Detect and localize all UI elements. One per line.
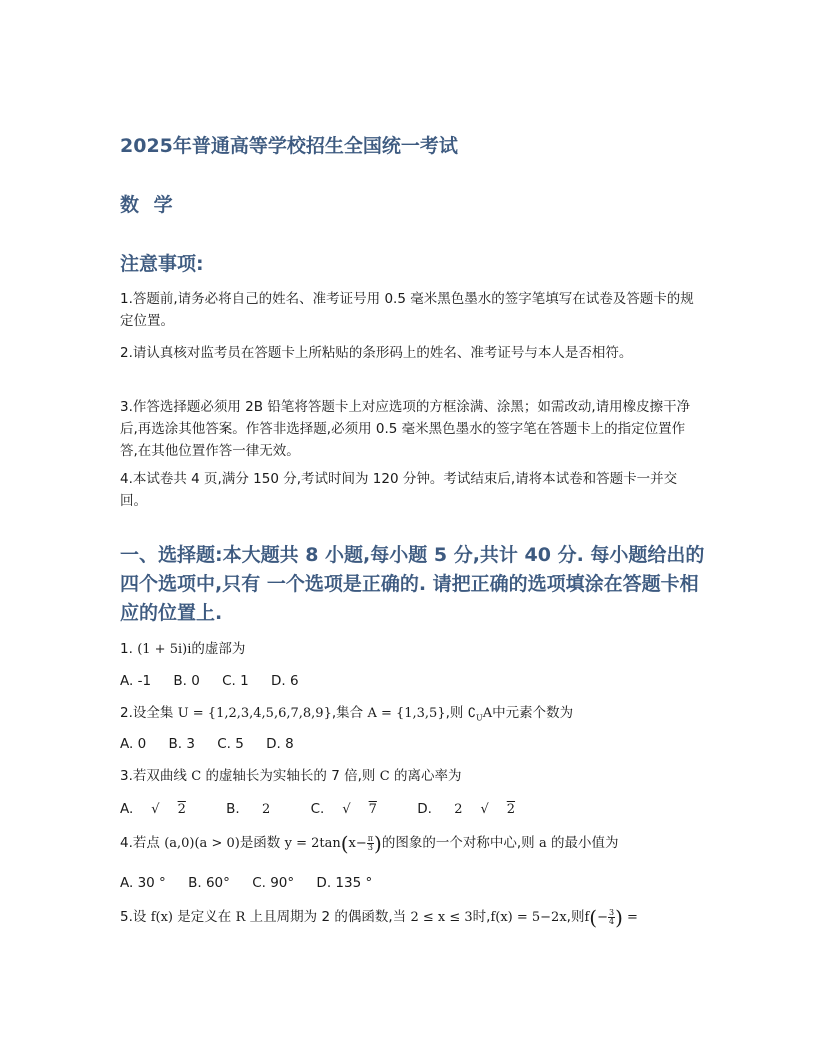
question-1 — [120, 639, 245, 660]
math-reals: R — [235, 910, 246, 925]
function-arg: x− — [348, 836, 367, 851]
question-text: 中元素个数为 — [492, 705, 574, 721]
notice-item-3: 3.作答选择题必须用 2B 铅笔将答题卡上对应选项的方框涂满、涂黑；如需改动,请用橡皮擦干净后,再选涂其他答案。作答非选择题,必须用 0.5 毫米黑色墨水的签字笔在答题卡上的指定位置作答,在其他位置作答一律无效。 — [120, 399, 691, 459]
sqrt-symbol: √ — [480, 802, 489, 817]
radicand: 2 — [177, 802, 186, 817]
minus-sign: − — [597, 910, 608, 925]
question-number: 2. — [120, 705, 133, 721]
question-text: 若点 — [132, 835, 160, 851]
math-fx: f(x) — [150, 910, 173, 925]
math-set-a: A = {1,3,5} — [367, 706, 446, 721]
notice-item-4: 4.本试卷共 4 页,满分 150 分,考试时间为 120 分钟。考试结束后,请将本试卷和答题卡一并交回。 — [120, 471, 678, 509]
question-number: 3. — [120, 768, 133, 784]
question-number: 4. — [120, 835, 133, 851]
numerator: 3 — [608, 908, 615, 917]
question-text: 的离心率为 — [393, 768, 462, 784]
radicand: 2 — [506, 802, 516, 817]
question-text: 上且周期为 2 的偶函数,当 — [249, 909, 407, 925]
question-text: ,则 — [445, 705, 464, 721]
fraction — [608, 909, 615, 926]
option-c — [311, 801, 395, 817]
math-expr: (1 + 5i)i — [137, 642, 192, 657]
subject-title: 数 学 — [120, 194, 177, 216]
math-var-c: C — [379, 769, 390, 784]
complement-subscript: U — [475, 713, 483, 723]
question-text: 的最小值为 — [551, 835, 619, 851]
option-c: C. 5 — [217, 736, 244, 752]
option-d — [417, 801, 533, 817]
math-var-c: C — [191, 769, 202, 784]
question-text: 的虚部为 — [191, 641, 246, 657]
notice-item-2: 2.请认真核对监考员在答题卡上所粘贴的条形码上的姓名、准考证号与本人是否相符。 — [120, 345, 633, 361]
options-4 — [120, 873, 390, 893]
question-text: 时, — [472, 909, 491, 925]
option-letter: C. — [310, 801, 325, 817]
option-letter: A. — [120, 801, 134, 817]
right-paren-icon: ) — [374, 831, 382, 856]
option-letter: B. — [226, 801, 240, 817]
option-d: D. 135 ° — [316, 875, 373, 891]
question-text: ,则 — [566, 909, 585, 925]
question-text: 的图象的一个对称中心,则 — [381, 835, 535, 851]
exam-title: 2025年普通高等学校招生全国统一考试 — [120, 135, 458, 157]
options-3 — [120, 799, 551, 820]
option-c: C. 1 — [222, 673, 249, 689]
radicand: 7 — [368, 802, 377, 817]
option-d: D. 6 — [270, 673, 299, 689]
option-a — [120, 801, 204, 817]
math-var-a: a — [538, 836, 547, 851]
math-set-u: U = {1,2,3,4,5,6,7,8,9} — [177, 706, 332, 721]
question-4 — [120, 833, 619, 854]
option-b: B. 60° — [188, 875, 230, 891]
function-name: f — [584, 910, 590, 925]
complement-set: A — [482, 706, 493, 721]
question-text: 是函数 — [239, 835, 281, 851]
question-text: 设 — [132, 909, 147, 925]
option-b: B. 3 — [168, 736, 195, 752]
notice-heading: 注意事项: — [120, 253, 204, 275]
fraction — [367, 835, 374, 852]
option-a: A. -1 — [120, 673, 152, 689]
notice-item-1: 1.答题前,请务必将自己的姓名、准考证号用 0.5 毫米黑色墨水的签字笔填写在试卷及答题卡的规定位置。 — [120, 291, 694, 329]
coefficient: 2 — [454, 802, 463, 817]
math-function — [284, 831, 382, 856]
option-a: A. 0 — [120, 736, 147, 752]
option-c: C. 90° — [252, 875, 295, 891]
question-text: ,集合 — [331, 705, 364, 721]
math-range: 2 ≤ x ≤ 3 — [410, 910, 473, 925]
option-b — [226, 801, 288, 817]
denominator: 4 — [608, 917, 615, 926]
option-b: B. 0 — [173, 673, 200, 689]
option-letter: D. — [417, 801, 432, 817]
math-complement — [468, 706, 492, 721]
math-rule: f(x) = 5−2x — [490, 910, 567, 925]
options-2 — [120, 734, 312, 754]
left-paren-icon: ( — [589, 905, 598, 930]
function-lhs: y = 2tan — [284, 836, 341, 851]
question-number: 1. — [120, 641, 133, 657]
denominator: 3 — [367, 843, 373, 852]
question-text: 的虚轴长为实轴长的 7 倍,则 — [205, 768, 376, 784]
question-text: 是定义在 — [177, 909, 232, 925]
left-paren-icon: ( — [340, 831, 349, 856]
option-a: A. 30 ° — [120, 875, 166, 891]
math-point: (a,0)(a > 0) — [164, 836, 240, 851]
section-1-heading: 一、选择题:本大题共 8 小题,每小题 5 分,共计 40 分. 每小题给出的四个选项中,只有 一个选项是正确的. 请把正确的选项填涂在答题卡相应的位置上. — [120, 544, 705, 624]
option-value: 2 — [262, 802, 271, 817]
equals-sign: = — [627, 910, 638, 925]
options-1 — [120, 671, 317, 691]
right-paren-icon: ) — [615, 905, 623, 930]
question-number: 5. — [120, 909, 133, 925]
complement-symbol: ∁ — [467, 706, 476, 721]
question-text: 设全集 — [132, 705, 174, 721]
question-3 — [120, 766, 461, 787]
option-d: D. 8 — [266, 736, 294, 752]
sqrt-symbol: √ — [342, 802, 351, 817]
question-5 — [120, 907, 638, 928]
question-2 — [120, 703, 573, 729]
numerator: π — [367, 834, 374, 843]
math-ask — [584, 905, 638, 930]
question-text: 若双曲线 — [132, 768, 187, 784]
sqrt-symbol: √ — [151, 802, 160, 817]
